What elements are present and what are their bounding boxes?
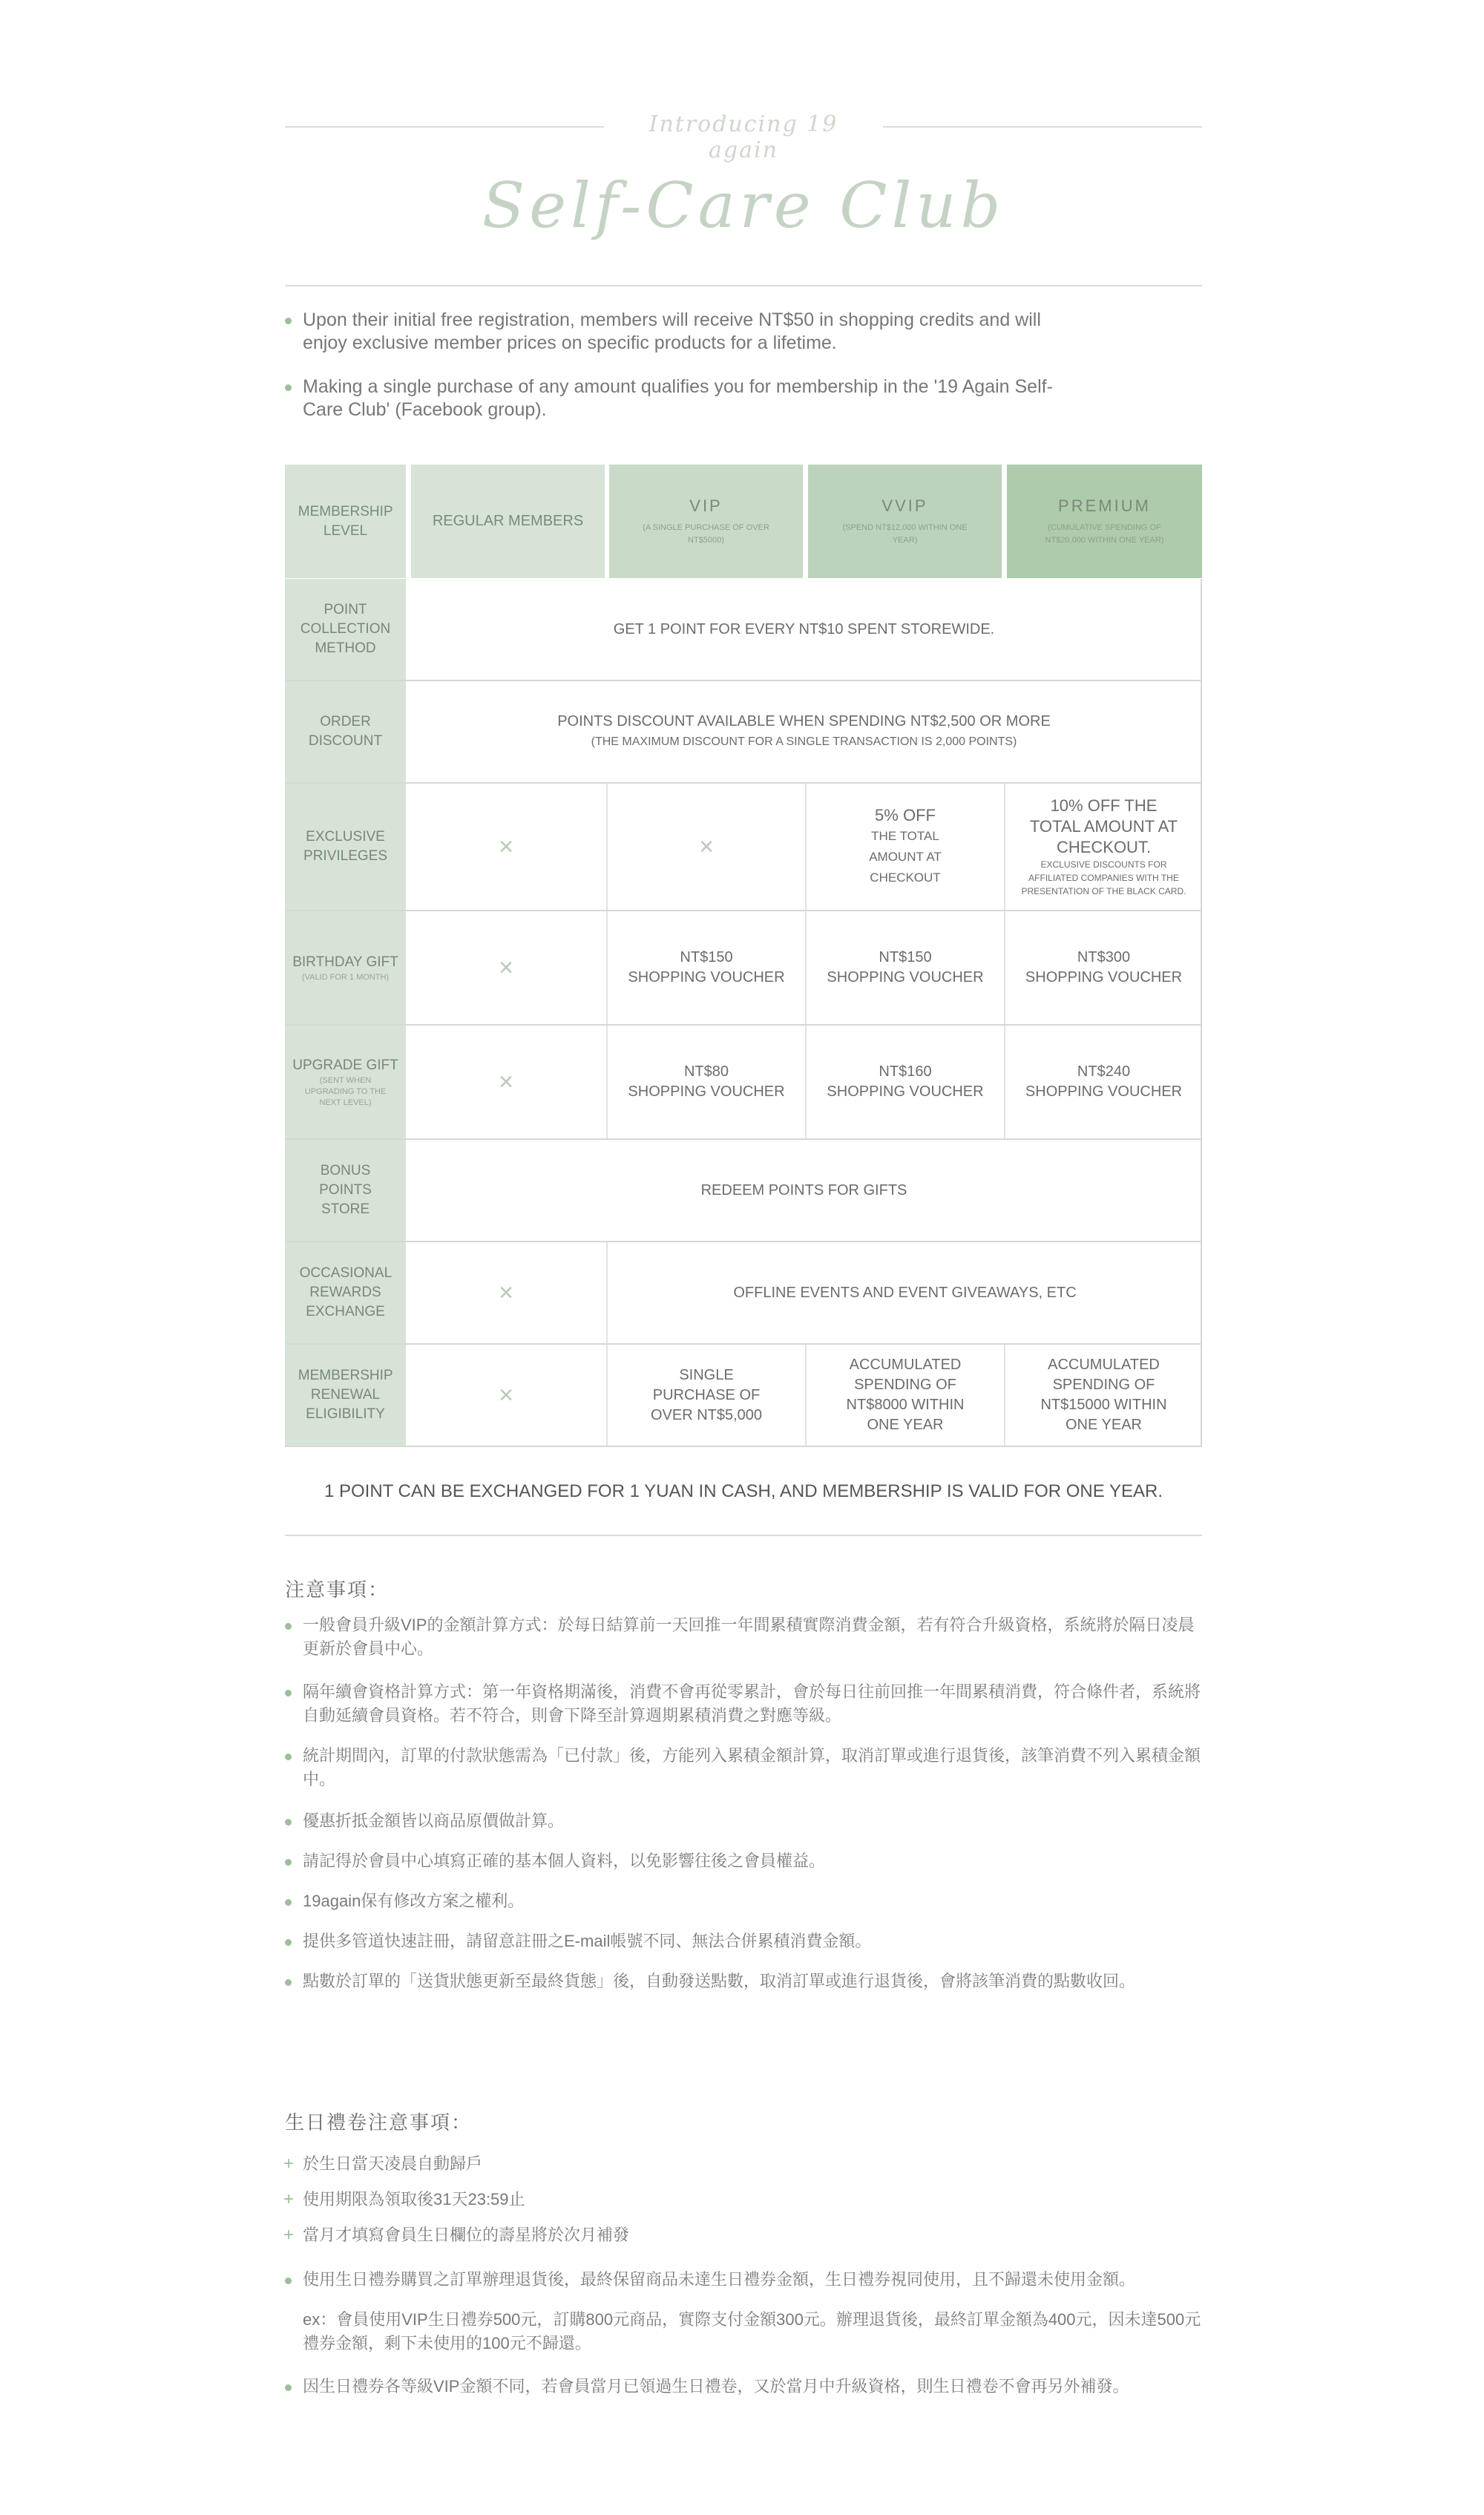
not-available-icon: × — [499, 1067, 513, 1096]
table-row-birthday — [285, 911, 1202, 1026]
bullet-dot-icon — [285, 1939, 292, 1946]
intro-divider-right — [883, 126, 1202, 128]
renewal-vip: SINGLE PURCHASE OF OVER NT$5,000 — [650, 1366, 763, 1423]
voucher-amount: NT$240 — [1077, 1063, 1131, 1080]
note-text: 提供多管道快速註冊，請留意註冊之E-mail帳號不同、無法合併累積消費金額。 — [303, 1932, 872, 1950]
level-header-vip — [609, 465, 803, 578]
order-discount-text: POINTS DISCOUNT AVAILABLE WHEN SPENDING NT$2,500 OR MORE — [557, 712, 1051, 729]
table-row-renewal — [285, 1345, 1202, 1447]
bullet-dot-icon — [285, 1623, 292, 1630]
cell-premium — [1005, 784, 1202, 910]
vvip-discount-sub: THE TOTAL AMOUNT AT CHECKOUT — [869, 829, 942, 885]
row-label-text: POINT COLLECTION METHOD — [300, 602, 391, 656]
cell-value — [406, 1140, 1202, 1241]
level-name: VVIP — [881, 496, 928, 515]
page-title: Self-Care Club — [482, 169, 1005, 242]
bullet-dot-icon — [285, 1979, 292, 1986]
cell-premium — [1005, 1026, 1202, 1138]
intro-bullet-text: Making a single purchase of any amount qualifies you for membership in the '19 Again Self-Care Club' (Facebook group). — [303, 376, 1053, 420]
plus-icon: + — [283, 2154, 295, 2174]
row-label-sub: (VALID FOR 1 MONTH) — [301, 972, 390, 982]
cell-regular — [406, 1345, 606, 1446]
note-text: 當月才填寫會員生日欄位的壽星將於次月補發 — [303, 2226, 630, 2244]
bullet-dot-icon — [285, 1754, 292, 1760]
row-label — [285, 1140, 406, 1241]
note-text: 優惠折抵金額皆以商品原價做計算。 — [303, 1811, 565, 1830]
cell-regular — [406, 911, 606, 1024]
birthday-notes-title: 生日禮卷注意事項： — [285, 2111, 473, 2134]
table-row-occasional — [285, 1242, 1202, 1345]
row-label — [285, 1345, 406, 1446]
level-sub: (CUMULATIVE SPENDING OF NT$20,000 WITHIN ONE YEAR) — [1045, 522, 1164, 545]
voucher-unit: SHOPPING VOUCHER — [1025, 969, 1183, 986]
row-label — [285, 1026, 406, 1138]
premium-discount: 10% OFF THE TOTAL AMOUNT AT CHECKOUT. — [1029, 796, 1178, 856]
level-sub: (SPEND NT$12,000 WITHIN ONE YEAR) — [842, 522, 968, 545]
voucher-unit: SHOPPING VOUCHER — [827, 969, 984, 986]
header-rule — [285, 285, 1202, 286]
row-label — [285, 784, 406, 910]
note-text: 請記得於會員中心填寫正確的基本個人資料，以免影響往後之會員權益。 — [303, 1852, 826, 1870]
cell-premium — [1005, 911, 1202, 1024]
table-row-upgrade — [285, 1026, 1202, 1140]
plus-icon: + — [283, 2225, 295, 2245]
occasional-text: OFFLINE EVENTS AND EVENT GIVEAWAYS, ETC — [733, 1284, 1077, 1301]
cell-vip — [608, 784, 805, 910]
level-name: REGULAR MEMBERS — [432, 513, 584, 529]
row-label-text: ORDER DISCOUNT — [308, 714, 383, 749]
note-text: 統計期間內，訂單的付款狀態需為「已付款」後，方能列入累積金額計算，取消訂單或進行退貨後，該筆消費不列入累積金額中。 — [303, 1746, 1201, 1788]
bullet-dot-icon — [285, 1899, 292, 1906]
bullet-dot-icon — [285, 1819, 292, 1826]
example-text: ex：會員使用VIP生日禮券500元，訂購800元商品，實際支付金額300元。辦理退貨後，最終訂單金額為400元，因未達500元禮券金額，剩下未使用的100元不歸還。 — [303, 2310, 1201, 2352]
cell-vvip — [807, 784, 1004, 910]
plus-icon: + — [283, 2189, 295, 2209]
cell-vip — [608, 1026, 805, 1138]
level-header-premium — [1007, 465, 1202, 578]
bullet-dot-icon — [285, 1690, 292, 1696]
not-available-icon: × — [699, 832, 714, 861]
level-name: PREMIUM — [1058, 496, 1151, 515]
not-available-icon: × — [499, 832, 513, 861]
table-row-exclusive — [285, 784, 1202, 911]
cell-value — [406, 579, 1202, 680]
cell-premium — [1005, 1345, 1202, 1446]
level-header-vvip — [808, 465, 1002, 578]
bullet-dot-icon — [285, 2278, 292, 2284]
cell-regular — [406, 1242, 606, 1343]
corner-label-cell — [285, 465, 406, 578]
intro-text: Introducing 19 again — [649, 111, 838, 163]
table-row-order-discount — [285, 681, 1202, 784]
row-label-text: BIRTHDAY GIFT — [292, 954, 398, 970]
cell-vvip — [807, 911, 1004, 1024]
vvip-discount: 5% OFF — [875, 806, 936, 824]
note-text: 使用期限為領取後31天23:59止 — [303, 2190, 525, 2209]
cell-vvip — [807, 1345, 1004, 1446]
not-available-icon: × — [499, 1380, 513, 1409]
level-sub: (A SINGLE PURCHASE OF OVER NT$5000) — [643, 522, 769, 545]
cell-regular — [406, 784, 606, 910]
row-label-text: BONUS POINTS STORE — [319, 1163, 372, 1217]
intro-row — [285, 111, 1202, 163]
row-label-text: UPGRADE GIFT — [292, 1057, 398, 1073]
note-text: 一般會員升級VIP的金額計算方式：於每日結算前一天回推一年間累積實際消費金額，若有符合升級資格，系統將於隔日凌晨更新於會員中心。 — [303, 1616, 1195, 1658]
voucher-amount: NT$150 — [879, 949, 932, 965]
row-label-text: MEMBERSHIP RENEWAL ELIGIBILITY — [298, 1368, 393, 1422]
voucher-amount: NT$150 — [680, 949, 733, 965]
cell-vip — [608, 911, 805, 1024]
voucher-unit: SHOPPING VOUCHER — [1025, 1083, 1183, 1100]
voucher-unit: SHOPPING VOUCHER — [827, 1083, 984, 1100]
note-text: 隔年續會資格計算方式：第一年資格期滿後，消費不會再從零累計，會於每日往前回推一年間累積消費，符合條件者，系統將自動延續會員資格。若不符合，則會下降至計算週期累積消費之對應等級。 — [303, 1682, 1201, 1725]
footnote-rule — [285, 1535, 1202, 1536]
bullet-dot-icon — [285, 2384, 292, 2391]
notes-title: 注意事項： — [285, 1578, 390, 1601]
cell-regular — [406, 1026, 606, 1138]
points-footnote: 1 POINT CAN BE EXCHANGED FOR 1 YUAN IN CASH, AND MEMBERSHIP IS VALID FOR ONE YEAR. — [324, 1481, 1163, 1501]
note-text: 於生日當天凌晨自動歸戶 — [303, 2154, 483, 2173]
voucher-unit: SHOPPING VOUCHER — [628, 969, 785, 986]
row-label — [285, 579, 406, 680]
not-available-icon: × — [499, 1278, 513, 1307]
note-text: 使用生日禮券購買之訂單辦理退貨後，最終保留商品未達生日禮券金額，生日禮券視同使用，且不歸還未使用金額。 — [303, 2270, 1136, 2289]
table-row-bonus — [285, 1140, 1202, 1242]
order-discount-note: (THE MAXIMUM DISCOUNT FOR A SINGLE TRANSACTION IS 2,000 POINTS) — [591, 735, 1017, 748]
cell-value — [406, 681, 1202, 782]
intro-bullet-text: Upon their initial free registration, members will receive NT$50 in shopping credits and will enjoy exclusive member prices on specific products for a lifetime. — [303, 309, 1041, 353]
intro-divider-left — [285, 126, 604, 128]
cell-vvip — [807, 1026, 1004, 1138]
point-collection-text: GET 1 POINT FOR EVERY NT$10 SPENT STOREWIDE. — [613, 620, 995, 637]
voucher-unit: SHOPPING VOUCHER — [628, 1083, 785, 1100]
row-label-text: EXCLUSIVE PRIVILEGES — [303, 829, 388, 864]
voucher-amount: NT$160 — [879, 1063, 932, 1080]
row-label — [285, 1242, 406, 1343]
row-label-sub: (SENT WHEN UPGRADING TO THE NEXT LEVEL) — [304, 1075, 387, 1107]
bullet-dot-icon — [285, 1859, 292, 1866]
note-text: 19again保有修改方案之權利。 — [303, 1892, 525, 1910]
corner-label: MEMBERSHIP LEVEL — [298, 503, 393, 539]
bullet-dot-icon — [285, 384, 292, 391]
bullet-dot-icon — [285, 318, 292, 324]
level-header-regular — [411, 465, 605, 578]
renewal-premium: ACCUMULATED SPENDING OF NT$15000 WITHIN ONE YEAR — [1040, 1357, 1167, 1433]
premium-discount-sub: EXCLUSIVE DISCOUNTS FOR AFFILIATED COMPANIES WITH THE PRESENTATION OF THE BLACK CARD. — [1021, 859, 1186, 896]
table-row-point-collection — [285, 579, 1202, 681]
renewal-vvip: ACCUMULATED SPENDING OF NT$8000 WITHIN ONE YEAR — [846, 1357, 965, 1433]
bonus-store-text: REDEEM POINTS FOR GIFTS — [700, 1181, 907, 1199]
cell-value — [608, 1242, 1202, 1343]
not-available-icon: × — [499, 953, 513, 982]
note-text: 點數於訂單的「送貨狀態更新至最終貨態」後，自動發送點數，取消訂單或進行退貨後，會將該筆消費的點數收回。 — [303, 1972, 1136, 1990]
level-name: VIP — [689, 496, 723, 515]
row-label — [285, 911, 406, 1024]
note-text: 因生日禮券各等級VIP金額不同，若會員當月已領過生日禮卷，又於當月中升級資格，則生日禮卷不會再另外補發。 — [303, 2377, 1129, 2396]
voucher-amount: NT$300 — [1077, 949, 1131, 965]
row-label-text: OCCASIONAL REWARDS EXCHANGE — [299, 1265, 393, 1319]
cell-vip — [608, 1345, 805, 1446]
row-label — [285, 681, 406, 782]
voucher-amount: NT$80 — [683, 1063, 729, 1080]
